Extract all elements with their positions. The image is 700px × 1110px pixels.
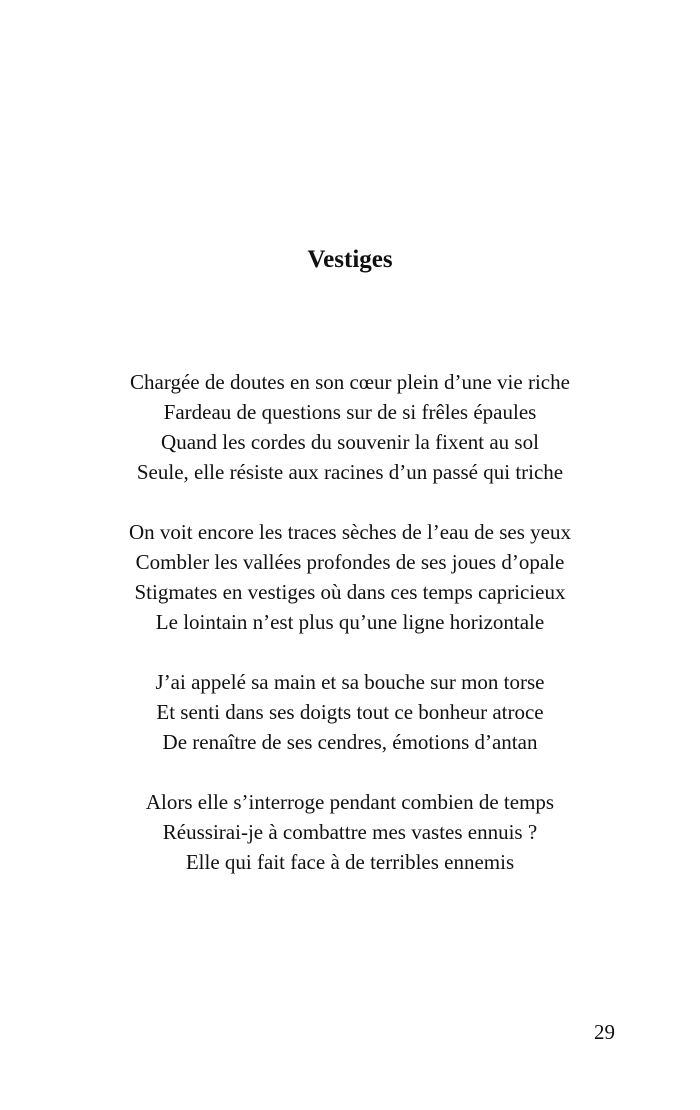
stanza-2 bbox=[0, 517, 700, 637]
poem-line: Réussirai-je à combattre mes vastes ennuis ? bbox=[162, 820, 538, 844]
poem-line: Stigmates en vestiges où dans ces temps capricieux bbox=[134, 580, 566, 604]
stanza-3 bbox=[0, 667, 700, 757]
page-number: 29 bbox=[594, 1020, 615, 1044]
poem-line: Le lointain n’est plus qu’une ligne horizontale bbox=[155, 610, 545, 634]
stanza-1 bbox=[0, 367, 700, 487]
poem-line: Combler les vallées profondes de ses joues d’opale bbox=[135, 550, 565, 574]
stanza-4 bbox=[0, 787, 700, 877]
poem-line: Fardeau de questions sur de si frêles épaules bbox=[163, 400, 537, 424]
poem-line: J’ai appelé sa main et sa bouche sur mon torse bbox=[155, 670, 545, 694]
poem-line: On voit encore les traces sèches de l’eau de ses yeux bbox=[129, 520, 571, 544]
poem-line: Et senti dans ses doigts tout ce bonheur atroce bbox=[156, 700, 544, 724]
poem-line: Seule, elle résiste aux racines d’un passé qui triche bbox=[136, 460, 564, 484]
poem-line: Elle qui fait face à de terribles ennemis bbox=[185, 850, 515, 874]
poem-title: Vestiges bbox=[307, 246, 393, 273]
poem-line: Quand les cordes du souvenir la fixent au sol bbox=[161, 430, 539, 454]
poem-line: De renaître de ses cendres, émotions d’antan bbox=[162, 730, 538, 754]
poem-line: Alors elle s’interroge pendant combien de temps bbox=[145, 790, 555, 814]
poem-line: Chargée de doutes en son cœur plein d’une vie riche bbox=[130, 370, 570, 394]
